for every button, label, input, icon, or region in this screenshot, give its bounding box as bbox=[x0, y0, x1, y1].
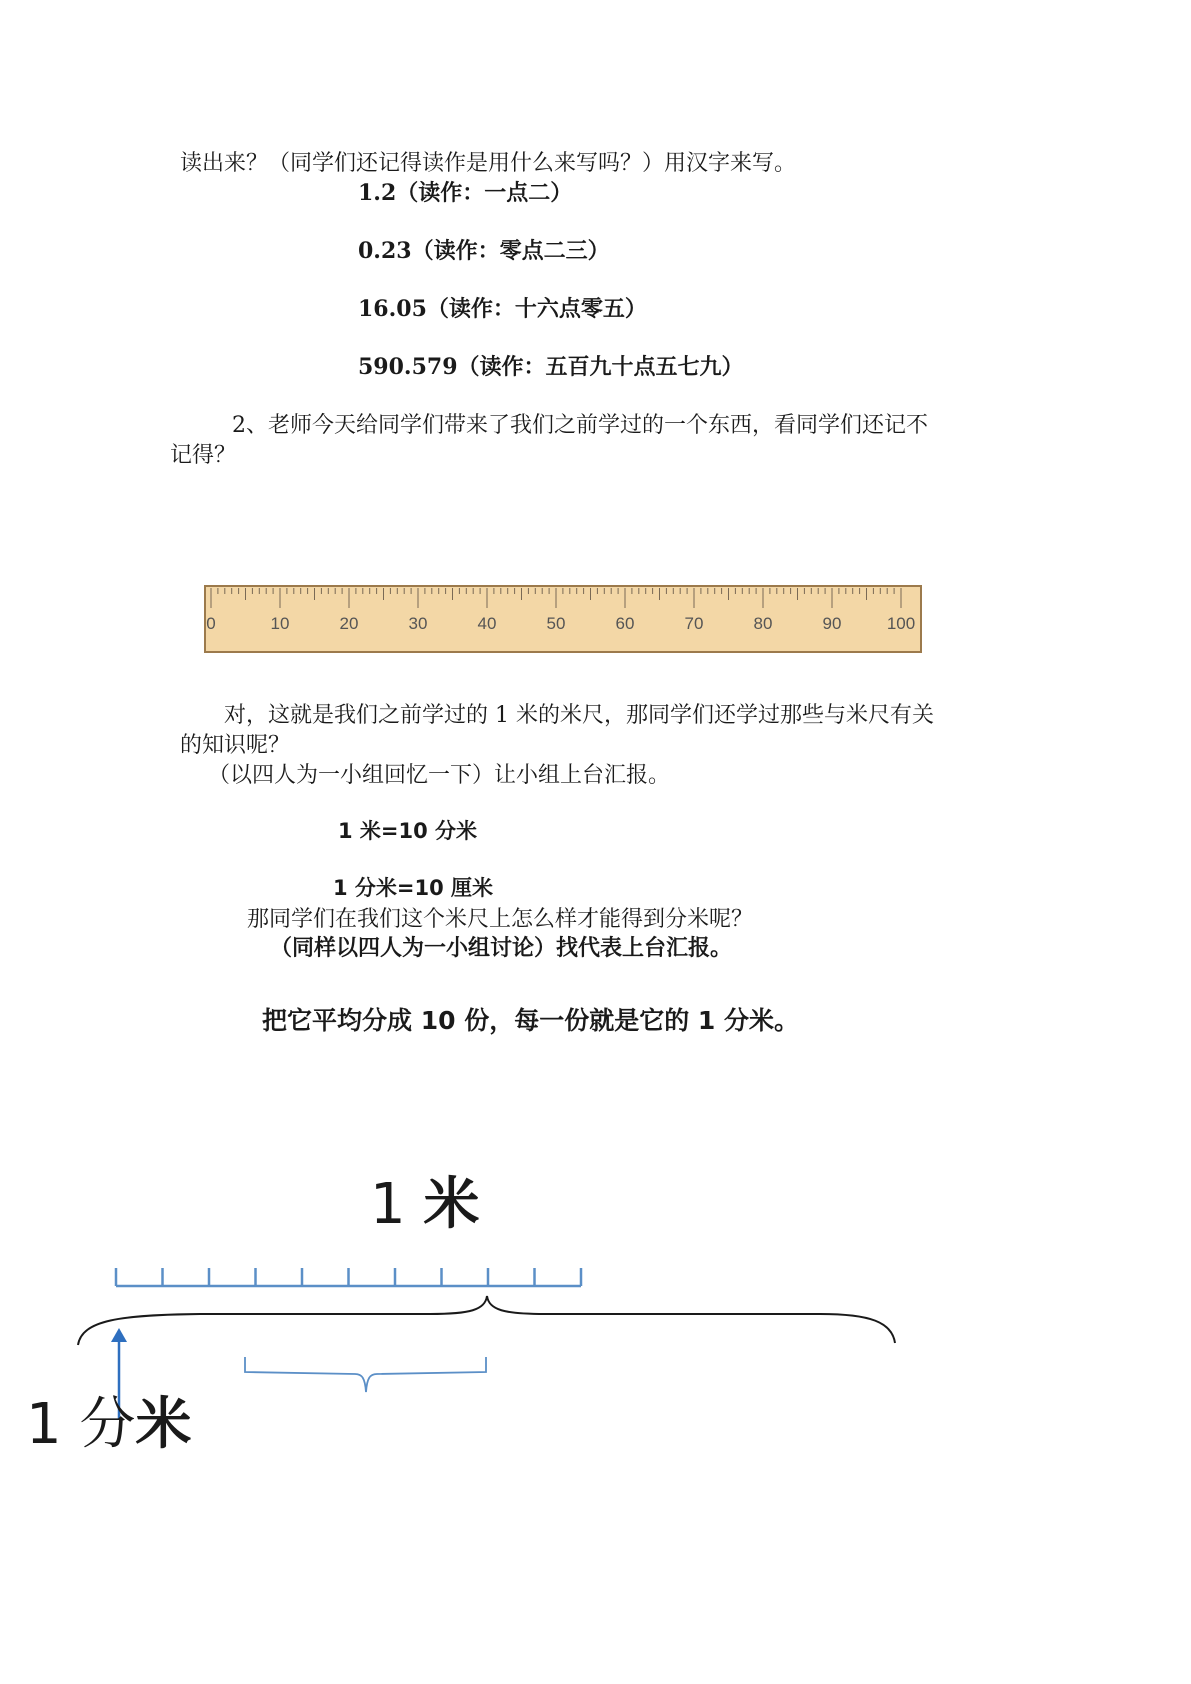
question3-line2: （同样以四人为一小组讨论）找代表上台汇报。 bbox=[270, 935, 733, 961]
reading-2: 0.23（读作：零点二三） bbox=[358, 238, 610, 264]
intro-line: 读出来？（同学们还记得读作是用什么来写吗？）用汉字来写。 bbox=[180, 151, 797, 176]
one-decimeter-number: 1 bbox=[26, 1392, 62, 1457]
one-decimeter-unit-b: 米 bbox=[135, 1392, 192, 1457]
reading-4: 590.579（读作：五百九十点五七九） bbox=[358, 354, 744, 380]
ruler-label: 20 bbox=[339, 614, 359, 633]
ruler-label: 30 bbox=[408, 614, 428, 633]
one-decimeter-unit-a: 分 bbox=[79, 1392, 136, 1457]
ruler-label: 80 bbox=[753, 614, 773, 633]
ruler-label: 0 bbox=[206, 614, 216, 633]
question2-line2: 记得？ bbox=[170, 443, 237, 468]
ruler-label: 90 bbox=[822, 614, 842, 633]
formula-decimeter: 1 分米=10 厘米 bbox=[333, 876, 494, 900]
formula-meter: 1 米=10 分米 bbox=[338, 819, 478, 843]
question3-line1: 那同学们在我们这个米尺上怎么样才能得到分米呢？ bbox=[247, 907, 754, 932]
ruler-label: 40 bbox=[477, 614, 497, 633]
reading-1: 1.2（读作：一点二） bbox=[358, 180, 573, 206]
answer-line1: 对，这就是我们之前学过的 1 米的米尺，那同学们还学过那些与米尺有关 bbox=[224, 703, 934, 728]
one-meter-unit: 米 bbox=[423, 1172, 480, 1237]
ruler-label: 50 bbox=[546, 614, 566, 633]
one-meter-label bbox=[370, 1160, 479, 1240]
ruler-label: 100 bbox=[886, 614, 916, 633]
one-decimeter-label bbox=[26, 1380, 191, 1460]
answer-line3: （以四人为一小组回忆一下）让小组上台汇报。 bbox=[208, 763, 671, 788]
ruler-label: 60 bbox=[615, 614, 635, 633]
one-meter-number: 1 bbox=[370, 1172, 406, 1237]
question2-line1: 2、老师今天给同学们带来了我们之前学过的一个东西，看同学们还记不 bbox=[232, 413, 928, 438]
reading-3: 16.05（读作：十六点零五） bbox=[358, 296, 647, 322]
ruler-graphic bbox=[0, 0, 1191, 700]
ruler-label: 70 bbox=[684, 614, 704, 633]
conclusion: 把它平均分成 10 份，每一份就是它的 1 分米。 bbox=[262, 1006, 800, 1035]
answer-line2: 的知识呢？ bbox=[180, 733, 291, 758]
ruler-label: 10 bbox=[270, 614, 290, 633]
